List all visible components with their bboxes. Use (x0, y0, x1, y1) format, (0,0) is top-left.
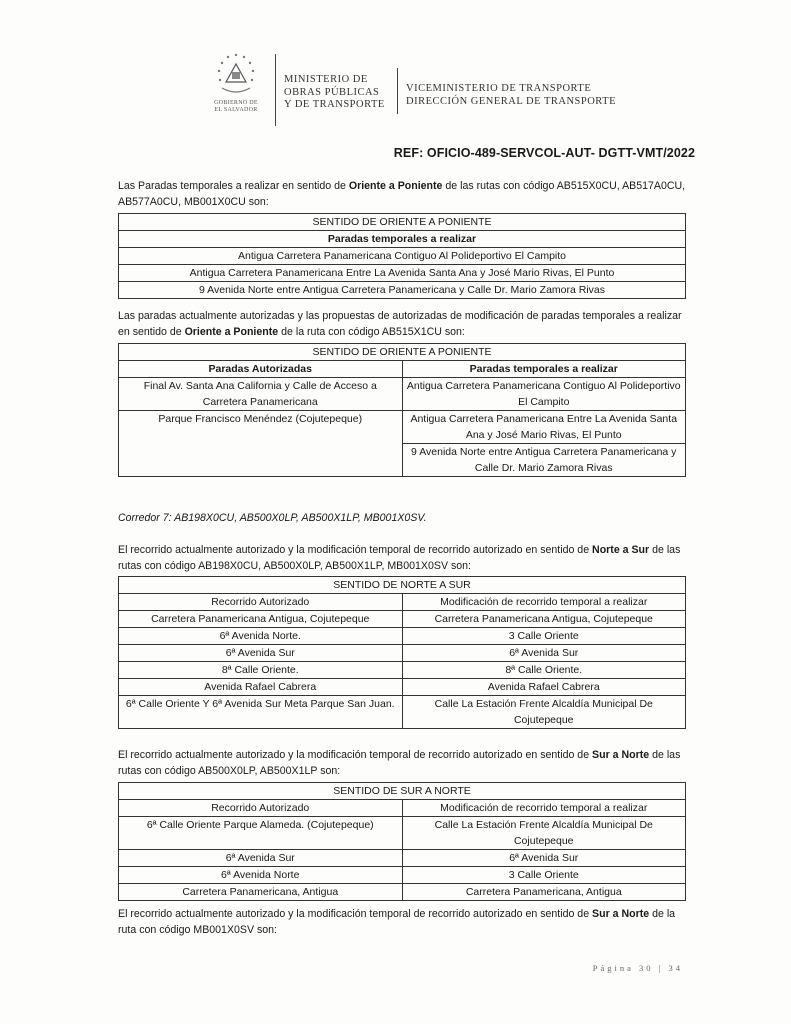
table-cell: Carretera Panamericana, Antigua (119, 884, 403, 901)
table-sur-norte (118, 782, 686, 901)
table-cell: Carretera Panamericana Antigua, Cojutepeque (119, 611, 403, 628)
page-number: Página 30 | 34 (592, 963, 683, 973)
table-row (119, 884, 686, 901)
paragraph-bold: Oriente a Poniente (184, 326, 279, 338)
table-cell: 9 Avenida Norte entre Antigua Carretera Panamericana y Calle Dr. Mario Zamora Rivas (119, 282, 686, 299)
paragraph-text: de las rutas con código AB515X0CU, AB517A0CU, AB577A0CU, MB001X0CU son: (118, 180, 686, 208)
paragraph-text: El recorrido actualmente autorizado y la modificación temporal de recorrido autorizado en sentido de (118, 749, 593, 761)
table-cell: 6ª Avenida Sur (402, 645, 686, 662)
paragraph-1 (118, 178, 686, 210)
table-cell: Avenida Rafael Cabrera (402, 679, 686, 696)
table-cell: Antigua Carretera Panamericana Entre La Avenida Santa Ana y José Mario Rivas, El Punto (402, 411, 686, 444)
paragraph-bold: Sur a Norte (592, 908, 650, 920)
paragraph-text: Las Paradas temporales a realizar en sentido de (118, 180, 349, 192)
paragraph-text: de la ruta con código MB001X0SV son: (118, 908, 676, 936)
table-cell: 6ª Calle Oriente Y 6ª Avenida Sur Meta Parque San Juan. (119, 696, 403, 729)
table-row (119, 817, 686, 850)
table-row (119, 645, 686, 662)
table-cell: 3 Calle Oriente (402, 628, 686, 645)
paragraph-2 (118, 308, 686, 340)
ministry-line-1: MINISTERIO DE (284, 74, 368, 85)
table-norte-sur (118, 576, 686, 729)
table-cell: 9 Avenida Norte entre Antigua Carretera Panamericana y Calle Dr. Mario Zamora Rivas (402, 444, 686, 477)
table-cell: 3 Calle Oriente (402, 867, 686, 884)
table-oriente-poniente-2 (118, 343, 686, 477)
table-title: SENTIDO DE NORTE A SUR (119, 577, 686, 594)
table-row (119, 378, 686, 411)
paragraph-text: Las paradas actualmente autorizadas y las propuestas de autorizadas de modificación de paradas temporales a realizar en sentido de (118, 310, 682, 338)
table-cell: Avenida Rafael Cabrera (119, 679, 403, 696)
paragraph-bold: Oriente a Poniente (348, 180, 443, 192)
coat-of-arms-icon (214, 52, 258, 98)
table-cell: 6ª Avenida Norte. (119, 628, 403, 645)
paragraph-3 (118, 542, 686, 574)
reference-number: REF: OFICIO-489-SERVCOL-AUT- DGTT-VMT/2022 (393, 146, 695, 160)
table-row (119, 265, 686, 282)
table-cell: Parque Francisco Menéndez (Cojutepeque) (119, 411, 403, 477)
divider (275, 54, 276, 126)
table-row (119, 611, 686, 628)
table-header: Paradas temporales a realizar (119, 231, 686, 248)
divider (397, 68, 398, 114)
paragraph-5 (118, 906, 686, 938)
paragraph-text: El recorrido actualmente autorizado y la modificación temporal de recorrido autorizado en sentido de (118, 544, 593, 556)
table-title: SENTIDO DE SUR A NORTE (119, 783, 686, 800)
table-row (119, 662, 686, 679)
table-cell: Antigua Carretera Panamericana Entre La Avenida Santa Ana y José Mario Rivas, El Punto (119, 265, 686, 282)
table-header: Modificación de recorrido temporal a realizar (402, 594, 686, 611)
table-cell: Calle La Estación Frente Alcaldía Municipal De Cojutepeque (402, 696, 686, 729)
ministry-name (284, 74, 396, 112)
paragraph-text: de la ruta con código AB515X1CU son: (278, 326, 465, 338)
table-row (119, 867, 686, 884)
table-header: Recorrido Autorizado (119, 594, 403, 611)
vice-line-2: DIRECCIÓN GENERAL DE TRANSPORTE (406, 96, 616, 107)
table-row (119, 248, 686, 265)
table-row (119, 282, 686, 299)
table-oriente-poniente-1 (118, 213, 686, 299)
gov-line-2: EL SALVADOR (214, 107, 258, 113)
table-cell: 6ª Calle Oriente Parque Alameda. (Cojutepeque) (119, 817, 403, 850)
table-cell: Antigua Carretera Panamericana Contiguo Al Polideportivo El Campito (402, 378, 686, 411)
paragraph-text: de las rutas con código AB500X0LP, AB500X1LP son: (118, 749, 681, 777)
table-title: SENTIDO DE ORIENTE A PONIENTE (119, 214, 686, 231)
table-row (119, 411, 686, 444)
table-cell: 8ª Calle Oriente. (402, 662, 686, 679)
table-cell: 6ª Avenida Norte (119, 867, 403, 884)
government-label (200, 100, 272, 114)
table-cell: Carretera Panamericana Antigua, Cojutepeque (402, 611, 686, 628)
letterhead (200, 40, 660, 126)
table-cell: 6ª Avenida Sur (119, 850, 403, 867)
table-row (119, 696, 686, 729)
ministry-line-2: OBRAS PÚBLICAS (284, 86, 380, 98)
table-header: Paradas temporales a realizar (402, 361, 686, 378)
vice-line-1: VICEMINISTERIO DE TRANSPORTE (406, 83, 592, 94)
table-cell: Final Av. Santa Ana California y Calle de Acceso a Carretera Panamericana (119, 378, 403, 411)
gov-line-1: GOBIERNO DE (214, 100, 258, 106)
table-cell: Antigua Carretera Panamericana Contiguo Al Polideportivo El Campito (119, 248, 686, 265)
table-cell: Carretera Panamericana, Antigua (402, 884, 686, 901)
paragraph-bold: Sur a Norte (592, 749, 650, 761)
corridor-heading: Corredor 7: AB198X0CU, AB500X0LP, AB500X1LP, MB001X0SV. (118, 512, 427, 524)
table-header: Paradas Autorizadas (119, 361, 403, 378)
paragraph-bold: Norte a Sur (592, 544, 650, 556)
paragraph-4 (118, 747, 686, 779)
paragraph-text: de las rutas con código AB198X0CU, AB500X0LP, AB500X1LP, MB001X0SV son: (118, 544, 681, 572)
table-row (119, 679, 686, 696)
table-cell: Calle La Estación Frente Alcaldía Municipal De Cojutepeque (402, 817, 686, 850)
vice-ministry-name (406, 82, 646, 108)
table-row (119, 850, 686, 867)
paragraph-text: El recorrido actualmente autorizado y la modificación temporal de recorrido autorizado en sentido de (118, 908, 593, 920)
table-cell: 6ª Avenida Sur (119, 645, 403, 662)
table-cell: 6ª Avenida Sur (402, 850, 686, 867)
ministry-line-3: Y DE TRANSPORTE (284, 99, 385, 110)
table-header: Recorrido Autorizado (119, 800, 403, 817)
table-row (119, 628, 686, 645)
table-cell: 8ª Calle Oriente. (119, 662, 403, 679)
table-title: SENTIDO DE ORIENTE A PONIENTE (119, 344, 686, 361)
table-header: Modificación de recorrido temporal a realizar (402, 800, 686, 817)
